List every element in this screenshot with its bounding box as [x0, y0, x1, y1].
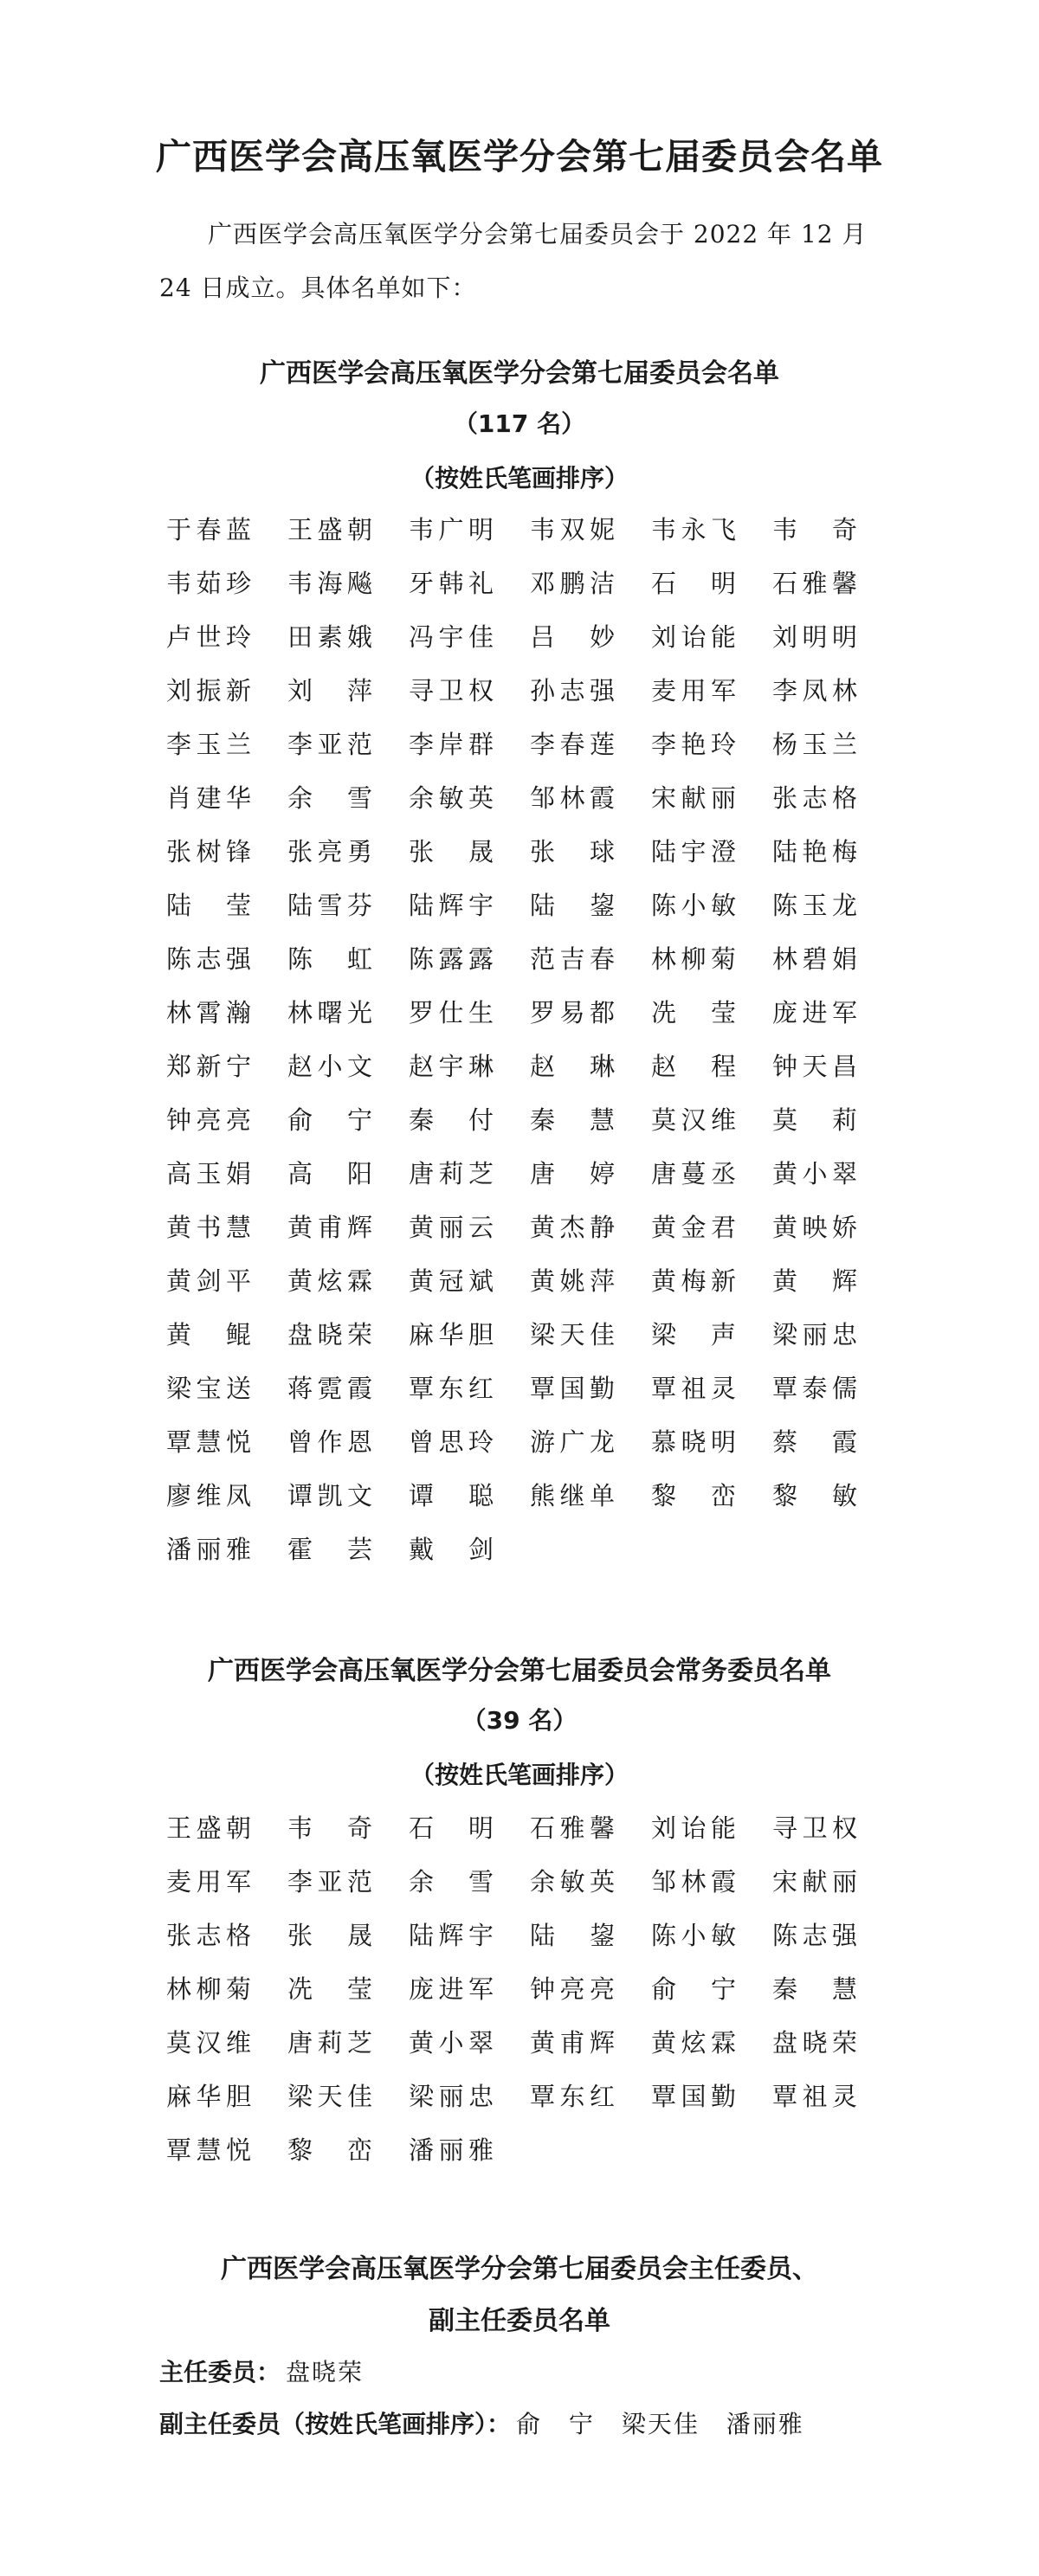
name-entry: 韦 双 妮	[530, 515, 615, 544]
name-entry: 黄 炫 霖	[651, 2028, 736, 2058]
name-entry: 唐 莉 芝	[409, 1159, 494, 1188]
name-entry: 陆 鋆	[530, 891, 615, 920]
name-entry: 麦 用 军	[166, 1867, 251, 1897]
vice-chair-label: 副主任委员（按姓氏笔画排序）：	[159, 2410, 512, 2438]
name-entry: 林 曙 光	[287, 998, 372, 1027]
members-section-title: 广西医学会高压氧医学分会第七届委员会名单	[260, 358, 779, 389]
name-entry: 潘 丽 雅	[166, 1535, 251, 1564]
name-entry: 麻 华 胆	[409, 1320, 494, 1349]
name-entry: 肖 建 华	[166, 783, 251, 813]
name-entry: 覃 祖 灵	[772, 2082, 857, 2111]
name-entry: 林 柳 菊	[651, 944, 736, 974]
name-entry: 黄 甫 辉	[287, 1213, 372, 1242]
name-entry: 陈 小 敏	[651, 891, 736, 920]
name-entry: 李 亚 范	[287, 1867, 372, 1897]
name-entry: 覃 国 勤	[651, 2082, 736, 2111]
name-entry: 罗 仕 生	[409, 998, 494, 1027]
name-entry: 钟 亮 亮	[530, 1974, 615, 2004]
name-entry: 王 盛 朝	[287, 515, 372, 544]
name-entry: 陈 露 露	[409, 944, 494, 974]
name-entry: 黄 小 翠	[772, 1159, 857, 1188]
name-entry: 黄 杰 静	[530, 1213, 615, 1242]
name-entry: 谭 凯 文	[287, 1481, 372, 1510]
name-entry: 余 敏 英	[409, 783, 494, 813]
name-entry: 潘 丽 雅	[409, 2135, 494, 2165]
name-entry: 刘 振 新	[166, 676, 251, 705]
name-entry: 黄 剑 平	[166, 1266, 251, 1296]
name-entry: 韦 茹 珍	[166, 569, 251, 598]
name-entry: 庞 进 军	[772, 998, 857, 1027]
name-entry: 霍 芸	[287, 1535, 372, 1564]
name-entry: 黄 姚 萍	[530, 1266, 615, 1296]
name-entry: 范 吉 春	[530, 944, 615, 974]
name-entry: 卢 世 玲	[166, 622, 251, 652]
name-entry: 李 凤 林	[772, 676, 857, 705]
name-entry: 陆 鋆	[530, 1921, 615, 1950]
name-entry: 俞 宁	[287, 1105, 372, 1135]
name-entry: 余 敏 英	[530, 1867, 615, 1897]
name-entry: 覃 东 红	[409, 1374, 494, 1403]
name-entry: 曾 思 玲	[409, 1427, 494, 1457]
name-entry: 黎 峦	[287, 2135, 372, 2165]
name-entry: 黄 炫 霖	[287, 1266, 372, 1296]
name-entry: 李 春 莲	[530, 730, 615, 759]
standing-count: （39 名）	[461, 1706, 578, 1735]
name-entry: 曾 作 恩	[287, 1427, 372, 1457]
name-entry: 梁 宝 送	[166, 1374, 251, 1403]
name-entry: 张 亮 勇	[287, 837, 372, 866]
name-entry: 陆 宇 澄	[651, 837, 736, 866]
name-entry: 陆 艳 梅	[772, 837, 857, 866]
name-entry: 赵 程	[651, 1052, 736, 1081]
name-entry: 石 明	[651, 569, 736, 598]
name-entry: 覃 祖 灵	[651, 1374, 736, 1403]
name-entry: 陈 虹	[287, 944, 372, 974]
name-entry: 梁 天 佳	[287, 2082, 372, 2111]
name-entry: 黄 梅 新	[651, 1266, 736, 1296]
name-entry: 陈 志 强	[166, 944, 251, 974]
name-entry: 盘 晓 荣	[287, 1320, 372, 1349]
name-entry: 钟 亮 亮	[166, 1105, 251, 1135]
name-entry: 覃 东 红	[530, 2082, 615, 2111]
name-entry: 黄 辉	[772, 1266, 857, 1296]
name-entry: 唐 婷	[530, 1159, 615, 1188]
name-entry: 秦 慧	[772, 1974, 857, 2004]
name-entry: 李 亚 范	[287, 730, 372, 759]
name-entry: 莫 莉	[772, 1105, 857, 1135]
name-entry: 戴 剑	[409, 1535, 494, 1564]
name-entry: 刘 诒 能	[651, 1813, 736, 1843]
name-entry: 赵 小 文	[287, 1052, 372, 1081]
name-entry: 赵 宇 琳	[409, 1052, 494, 1081]
name-entry: 邓 鹏 洁	[530, 569, 615, 598]
name-entry: 张 球	[530, 837, 615, 866]
name-entry: 王 盛 朝	[166, 1813, 251, 1843]
vice-chair-names: 俞 宁 梁天佳 潘丽雅	[516, 2410, 804, 2438]
name-entry: 黎 敏	[772, 1481, 857, 1510]
name-entry: 陆 辉 宇	[409, 1921, 494, 1950]
name-entry: 罗 易 都	[530, 998, 615, 1027]
name-entry: 邹 林 霞	[651, 1867, 736, 1897]
standing-section-title: 广西医学会高压氧医学分会第七届委员会常务委员名单	[208, 1656, 831, 1686]
name-entry: 麻 华 胆	[166, 2082, 251, 2111]
name-entry: 林 柳 菊	[166, 1974, 251, 2004]
name-entry: 熊 继 单	[530, 1481, 615, 1510]
name-entry: 赵 琳	[530, 1052, 615, 1081]
name-entry: 郑 新 宁	[166, 1052, 251, 1081]
standing-name-grid	[166, 1811, 894, 2186]
name-entry: 黄 映 娇	[772, 1213, 857, 1242]
intro-paragraph: 广西医学会高压氧医学分会第七届委员会于 2022 年 12 月 24 日成立。具体名单如下：	[159, 220, 868, 302]
name-entry: 陆 辉 宇	[409, 891, 494, 920]
chair-name: 盘晓荣	[286, 2358, 365, 2386]
name-entry: 林 霄 瀚	[166, 998, 251, 1027]
name-entry: 陆 莹	[166, 891, 251, 920]
name-entry: 张 晟	[409, 837, 494, 866]
name-entry: 刘 诒 能	[651, 622, 736, 652]
name-entry: 陈 小 敏	[651, 1921, 736, 1950]
name-entry: 冼 莹	[651, 998, 736, 1027]
name-entry: 寻 卫 权	[772, 1813, 857, 1843]
members-order-note: （按姓氏笔画排序）	[410, 464, 629, 493]
name-entry: 高 阳	[287, 1159, 372, 1188]
name-entry: 牙 韩 礼	[409, 569, 494, 598]
name-entry: 林 碧 娟	[772, 944, 857, 974]
name-entry: 唐 蔓 丞	[651, 1159, 736, 1188]
name-entry: 张 晟	[287, 1921, 372, 1950]
name-entry: 韦 海 飚	[287, 569, 372, 598]
name-entry: 覃 慧 悦	[166, 1427, 251, 1457]
name-entry: 蒋 霓 霞	[287, 1374, 372, 1403]
name-entry: 韦 广 明	[409, 515, 494, 544]
document-title: 广西医学会高压氧医学分会第七届委员会名单	[156, 136, 883, 177]
name-entry: 余 雪	[409, 1867, 494, 1897]
name-entry: 黄 甫 辉	[530, 2028, 615, 2058]
name-entry: 于 春 蓝	[166, 515, 251, 544]
standing-order-note: （按姓氏笔画排序）	[410, 1761, 629, 1789]
name-entry: 覃 泰 儒	[772, 1374, 857, 1403]
name-entry: 寻 卫 权	[409, 676, 494, 705]
name-entry: 石 明	[409, 1813, 494, 1843]
name-entry: 黎 峦	[651, 1481, 736, 1510]
name-entry: 游 广 龙	[530, 1427, 615, 1457]
name-entry: 邹 林 霞	[530, 783, 615, 813]
name-entry: 庞 进 军	[409, 1974, 494, 2004]
name-entry: 麦 用 军	[651, 676, 736, 705]
name-entry: 韦 永 飞	[651, 515, 736, 544]
name-entry: 刘 萍	[287, 676, 372, 705]
name-entry: 张 树 锋	[166, 837, 251, 866]
name-entry: 黄 小 翠	[409, 2028, 494, 2058]
leaders-title-line1: 广西医学会高压氧医学分会第七届委员会主任委员、	[221, 2254, 818, 2284]
name-entry: 陈 玉 龙	[772, 891, 857, 920]
name-entry: 李 岸 群	[409, 730, 494, 759]
name-entry: 石 雅 馨	[772, 569, 857, 598]
name-entry: 吕 妙	[530, 622, 615, 652]
name-entry: 俞 宁	[651, 1974, 736, 2004]
name-entry: 高 玉 娟	[166, 1159, 251, 1188]
name-entry: 张 志 格	[166, 1921, 251, 1950]
name-entry: 廖 维 凤	[166, 1481, 251, 1510]
name-entry: 梁 丽 忠	[409, 2082, 494, 2111]
name-entry: 石 雅 馨	[530, 1813, 615, 1843]
name-entry: 秦 付	[409, 1105, 494, 1135]
name-entry: 蔡 霞	[772, 1427, 857, 1457]
leaders-title-line2: 副主任委员名单	[429, 2306, 610, 2336]
name-entry: 唐 莉 芝	[287, 2028, 372, 2058]
name-entry: 田 素 娥	[287, 622, 372, 652]
name-entry: 梁 声	[651, 1320, 736, 1349]
name-entry: 莫 汉 维	[651, 1105, 736, 1135]
name-entry: 李 玉 兰	[166, 730, 251, 759]
chair-label: 主任委员：	[159, 2358, 281, 2386]
name-entry: 秦 慧	[530, 1105, 615, 1135]
name-entry: 梁 丽 忠	[772, 1320, 857, 1349]
name-entry: 李 艳 玲	[651, 730, 736, 759]
name-entry: 陈 志 强	[772, 1921, 857, 1950]
name-entry: 杨 玉 兰	[772, 730, 857, 759]
name-entry: 梁 天 佳	[530, 1320, 615, 1349]
name-entry: 冯 宇 佳	[409, 622, 494, 652]
name-entry: 张 志 格	[772, 783, 857, 813]
name-entry: 宋 献 丽	[772, 1867, 857, 1897]
name-entry: 宋 献 丽	[651, 783, 736, 813]
name-entry: 莫 汉 维	[166, 2028, 251, 2058]
members-name-grid	[166, 512, 894, 1586]
name-entry: 钟 天 昌	[772, 1052, 857, 1081]
name-entry: 韦 奇	[287, 1813, 372, 1843]
name-entry: 余 雪	[287, 783, 372, 813]
name-entry: 黄 丽 云	[409, 1213, 494, 1242]
name-entry: 谭 聪	[409, 1481, 494, 1510]
name-entry: 慕 晓 明	[651, 1427, 736, 1457]
name-entry: 孙 志 强	[530, 676, 615, 705]
name-entry: 黄 金 君	[651, 1213, 736, 1242]
name-entry: 冼 莹	[287, 1974, 372, 2004]
vice-chair-line	[159, 2407, 804, 2442]
name-entry: 盘 晓 荣	[772, 2028, 857, 2058]
name-entry: 韦 奇	[772, 515, 857, 544]
name-entry: 覃 国 勤	[530, 1374, 615, 1403]
chair-line	[159, 2355, 364, 2390]
members-count: （117 名）	[453, 409, 586, 438]
name-entry: 黄 书 慧	[166, 1213, 251, 1242]
name-entry: 刘 明 明	[772, 622, 857, 652]
name-entry: 覃 慧 悦	[166, 2135, 251, 2165]
name-entry: 黄 鲲	[166, 1320, 251, 1349]
name-entry: 陆 雪 芬	[287, 891, 372, 920]
name-entry: 黄 冠 斌	[409, 1266, 494, 1296]
